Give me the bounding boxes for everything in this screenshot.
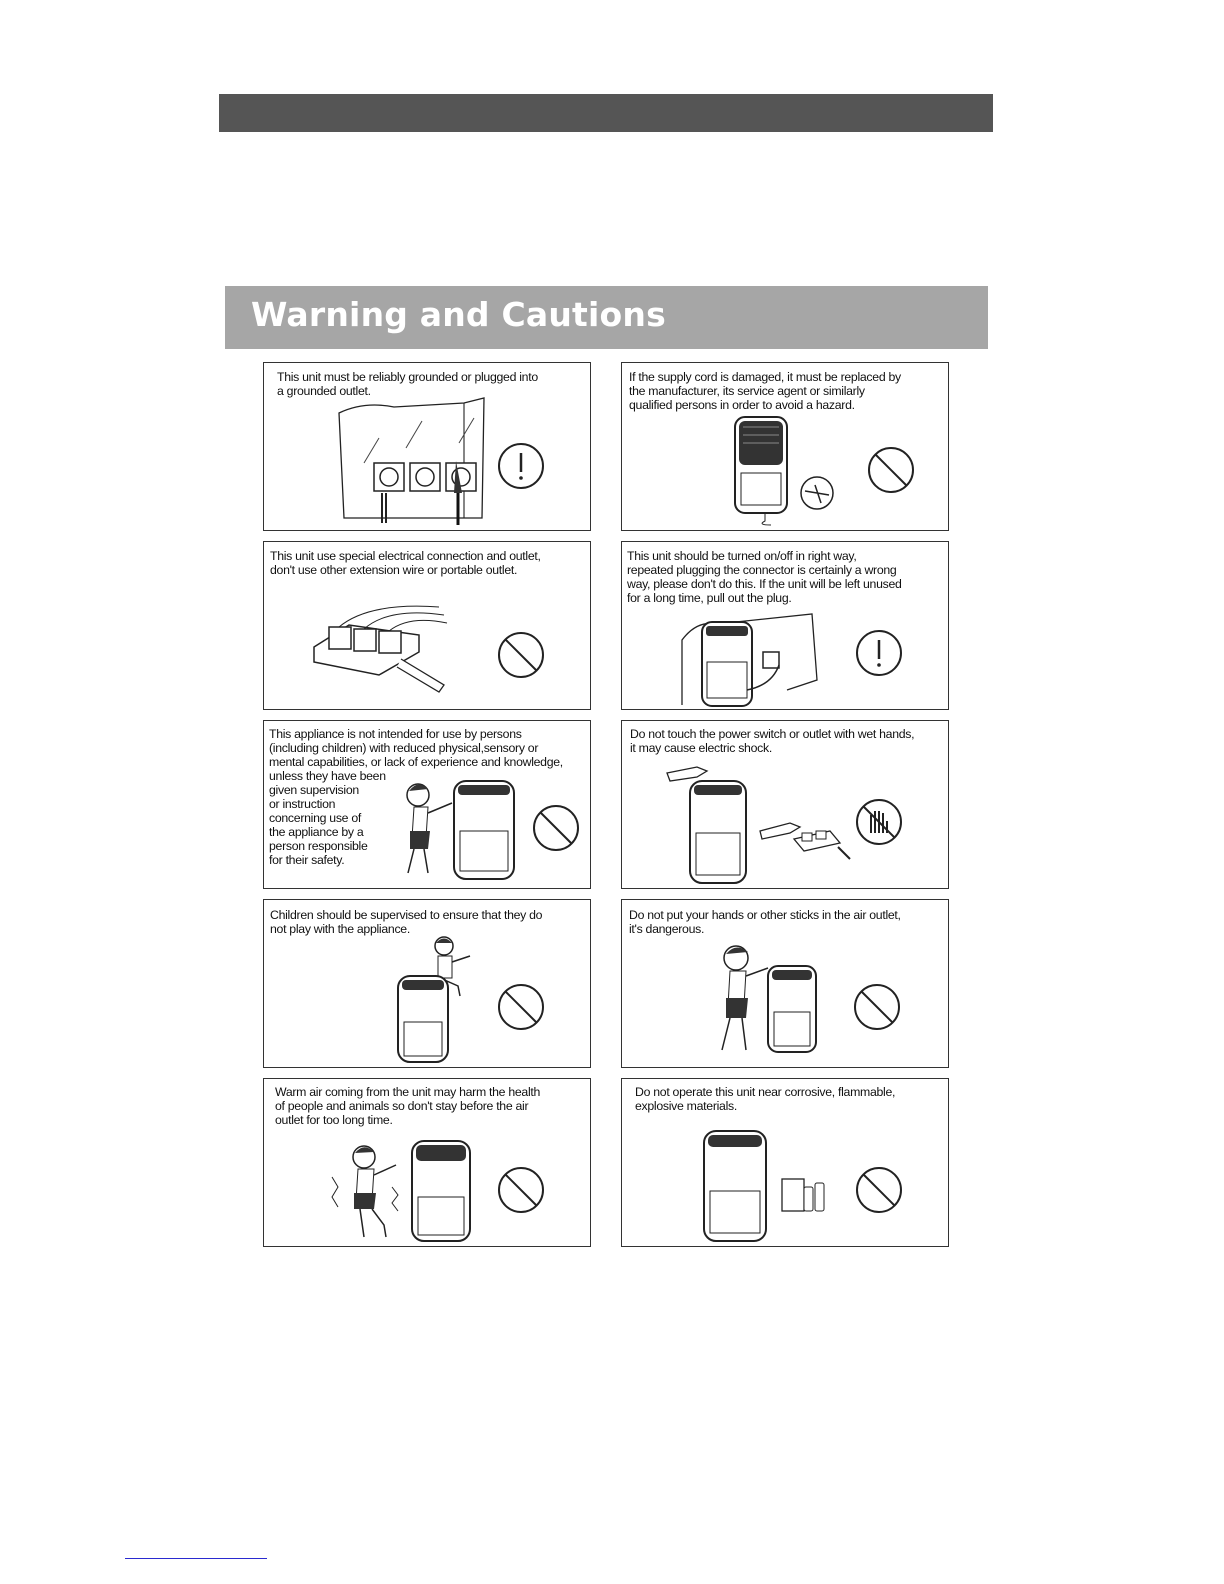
warning-panel-grounding bbox=[263, 362, 591, 531]
dehumidifier-near-chemicals-illustration bbox=[700, 1127, 830, 1245]
section-title: Warning and Cautions bbox=[251, 295, 666, 334]
exclamation-icon bbox=[496, 441, 546, 491]
warning-panel-wet-hands bbox=[621, 720, 949, 889]
warning-panel-plugging bbox=[621, 541, 949, 710]
warning-panel-supervision-required bbox=[263, 720, 591, 889]
panel-text: This unit should be turned on/off in right way, repeated plugging the connector is certainly a wrong way, please don't do this. If the unit will be left unused for a long time, pull out the plug. bbox=[627, 549, 902, 605]
panel-text: Do not touch the power switch or outlet with wet hands, it may cause electric shock. bbox=[630, 727, 915, 755]
prohibition-icon bbox=[496, 982, 546, 1032]
panel-text: Children should be supervised to ensure that they do not play with the appliance. bbox=[270, 908, 543, 936]
child-sitting-on-dehumidifier-illustration bbox=[394, 934, 494, 1066]
panel-text: This unit use special electrical connection and outlet, don't use other extension wire or portable outlet. bbox=[270, 549, 541, 577]
section-banner bbox=[225, 286, 988, 349]
prohibition-icon bbox=[852, 982, 902, 1032]
power-strip-illustration bbox=[309, 597, 449, 697]
hands-and-dehumidifier-illustration bbox=[662, 761, 852, 886]
no-wet-hands-icon bbox=[854, 797, 904, 847]
warning-panel-flammable-materials bbox=[621, 1078, 949, 1247]
wall-outlet-illustration bbox=[334, 393, 494, 528]
exclamation-icon bbox=[854, 628, 904, 678]
prohibition-icon bbox=[496, 1165, 546, 1215]
warning-panel-warm-air bbox=[263, 1078, 591, 1247]
panel-text: This unit must be reliably grounded or plugged into a grounded outlet. bbox=[277, 370, 538, 398]
prohibition-icon bbox=[866, 445, 916, 495]
prohibition-icon bbox=[496, 630, 546, 680]
footer-link-underline bbox=[125, 1558, 267, 1559]
warning-panel-air-outlet bbox=[621, 899, 949, 1068]
panel-text: This appliance is not intended for use by persons (including children) with reduced physical,sensory or mental capabilities, or lack of experience and knowledge, unless they have been given supervision or instruction concerning use of the appliance by a person responsible for their safety. bbox=[269, 727, 563, 867]
warning-panel-children-play bbox=[263, 899, 591, 1068]
panel-text: Warm air coming from the unit may harm the health of people and animals so don't stay before the air outlet for too long time. bbox=[275, 1085, 541, 1127]
dehumidifier-damaged-cord-illustration bbox=[727, 413, 847, 528]
header-bar bbox=[219, 94, 993, 132]
warning-panel-special-connection bbox=[263, 541, 591, 710]
panel-text: Do not operate this unit near corrosive, flammable, explosive materials. bbox=[635, 1085, 896, 1113]
warning-panel-supply-cord bbox=[621, 362, 949, 531]
child-near-warm-air-illustration bbox=[324, 1137, 484, 1245]
panel-text: Do not put your hands or other sticks in the air outlet, it's dangerous. bbox=[629, 908, 901, 936]
dehumidifier-plug-illustration bbox=[677, 610, 827, 708]
child-hand-on-outlet-illustration bbox=[702, 938, 832, 1066]
prohibition-icon bbox=[854, 1165, 904, 1215]
panel-text: If the supply cord is damaged, it must be replaced by the manufacturer, its service agent or similarly qualified persons in order to avoid a hazard. bbox=[629, 370, 901, 412]
